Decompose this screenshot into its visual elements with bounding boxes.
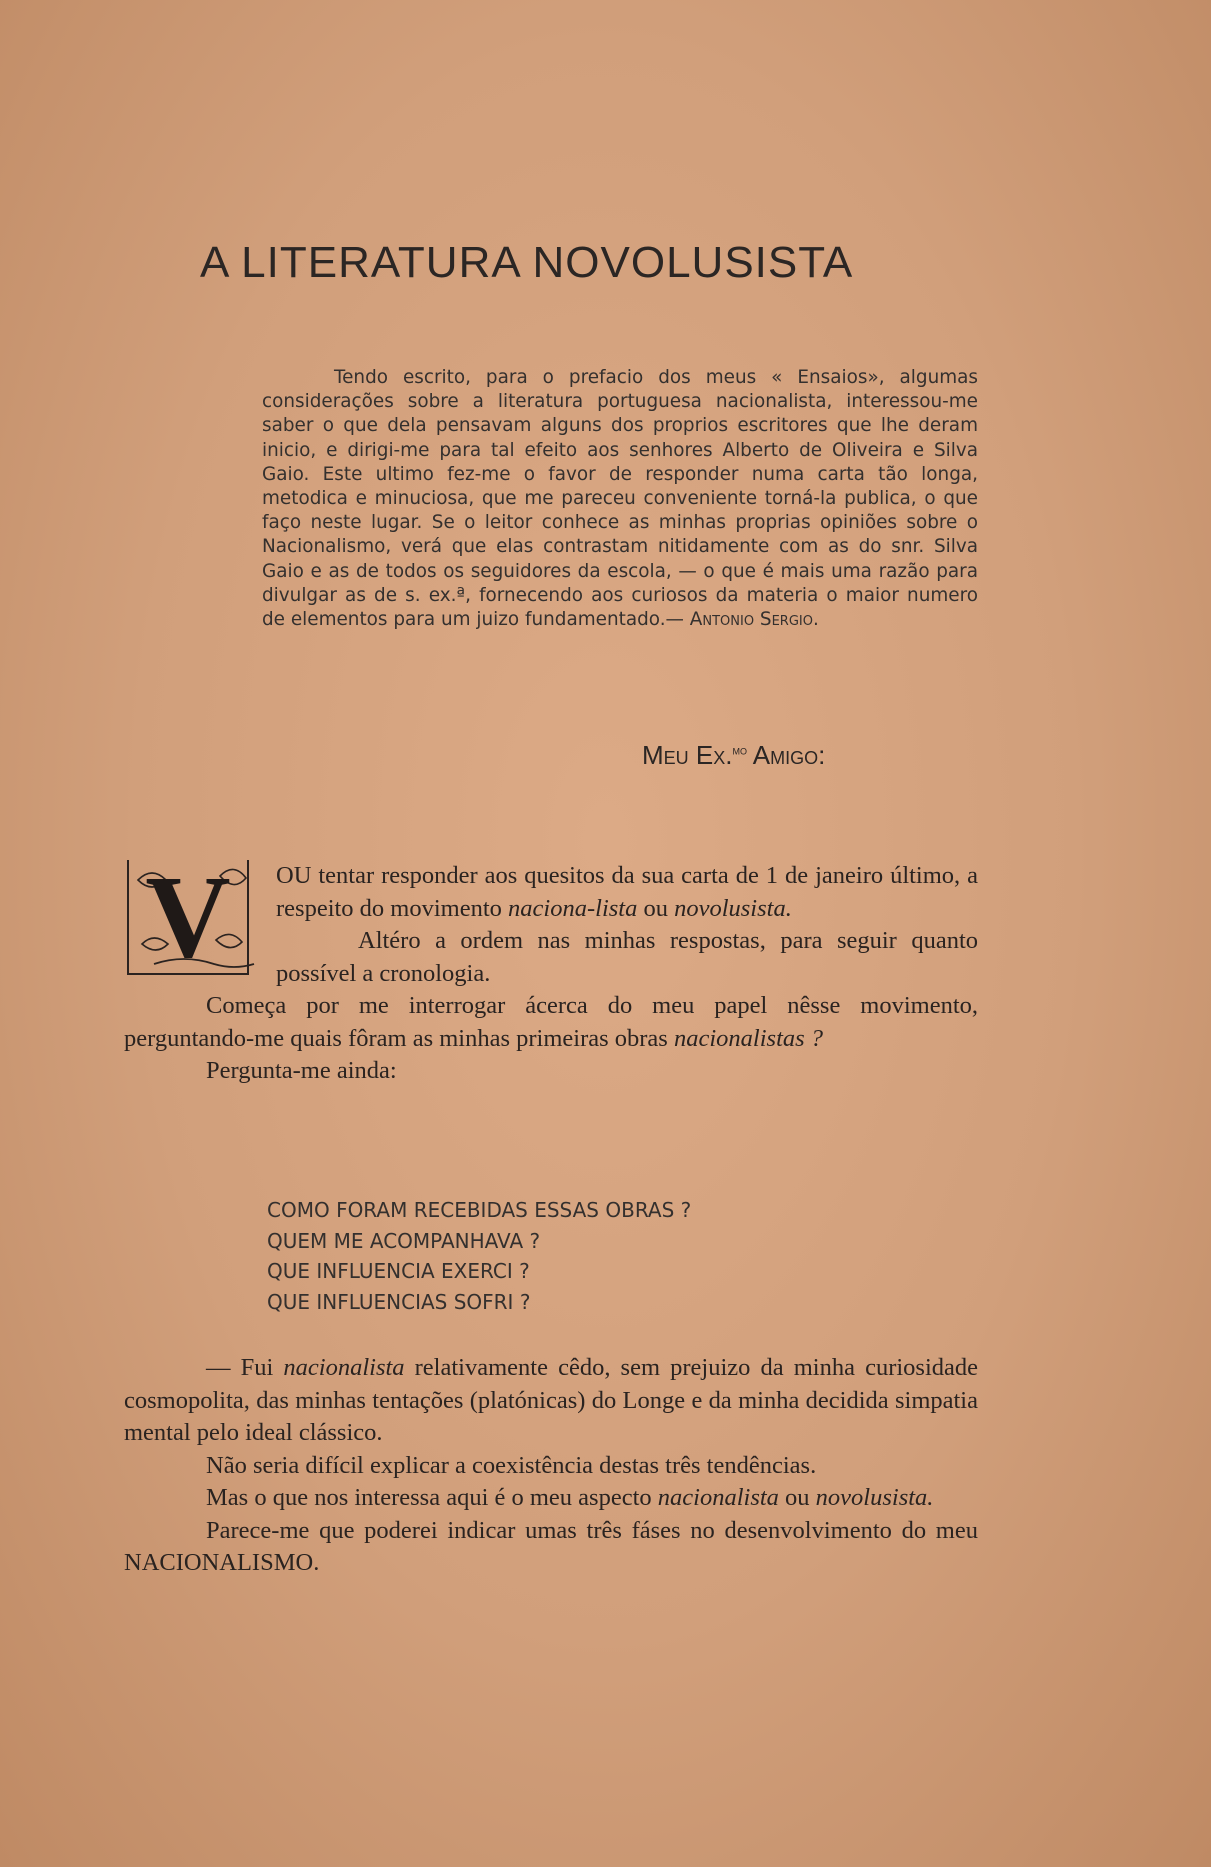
p7-mid: ou — [778, 1484, 816, 1511]
p5-lead: — Fui — [206, 1354, 284, 1381]
paragraph-5 — [124, 1352, 978, 1450]
p1-em1: naciona-lista — [508, 894, 638, 922]
page-title: A LITERATURA NOVOLUSISTA — [200, 238, 854, 287]
question-item: QUE INFLUENCIA EXERCI ? — [267, 1259, 530, 1283]
letter-salutation — [642, 740, 825, 771]
questions-list — [267, 1195, 691, 1317]
p7-em2: novolusista. — [815, 1484, 934, 1511]
intro-note — [262, 366, 978, 632]
first-paragraph-block — [124, 860, 978, 990]
paragraph-2: Altéro a ordem nas minhas respostas, para seguir quanto possível a cronologia. — [276, 927, 978, 987]
question-item: QUE INFLUENCIAS SOFRI ? — [267, 1289, 531, 1314]
salutation-text-a: Meu Ex. — [642, 740, 733, 770]
dropcap-ornament — [124, 860, 264, 980]
paragraph-8: Parece-me que poderei indicar umas três fáses no desenvolvimento do meu NACIONALISMO. — [124, 1516, 978, 1576]
intro-text: Tendo escrito, para o prefacio dos meus « Ensaios», algumas considerações sobre a literatura portuguesa nacionalista, interessou-me saber o que dela pensavam alguns dos proprios escritores que lhe deram inicio, e dirigi-me para tal efeito aos senhores Alberto de Oliveira e Silva Gaio. Este ultimo fez-me o favor de responder numa carta tão longa, metodica e minuciosa, que me pareceu conveniente torná-la publica, o que faço neste lugar. Se o leitor conhece as minhas proprias opiniões sobre o Nacionalismo, verá que elas contrastam nitidamente com as do snr. Silva Gaio e as de todos os seguidores da escola, — o que é mais uma razão para divulgar as de s. ex.ª, fornecendo aos curiosos da materia o maior numero de elementos para um juizo fundamentado.— — [262, 367, 978, 631]
paragraph-3 — [124, 990, 978, 1055]
p5-tail: relativamente cêdo, sem prejuizo da minha curiosidade cosmopolita, das minhas tentações (platónicas) do Longe e da minha decidida simpatia mental pelo ideal clássico. — [124, 1354, 979, 1446]
paragraph-4: Pergunta-me ainda: — [206, 1057, 397, 1084]
letter-body-top — [124, 860, 978, 1088]
p1-mid: ou — [637, 894, 675, 922]
intro-paragraph — [262, 366, 978, 632]
p7-lead: Mas o que nos interessa aqui é o meu aspecto — [206, 1484, 658, 1511]
p1-lead: OU tentar responder aos quesitos da sua carta de 1 de janeiro último, a respeito do movimento — [276, 862, 978, 922]
paragraph-6: Não seria difícil explicar a coexistência destas três tendências. — [206, 1451, 817, 1479]
question-item: COMO FORAM RECEBIDAS ESSAS OBRAS ? — [267, 1198, 692, 1222]
p3-em: nacionalistas ? — [673, 1024, 824, 1052]
salutation-sup: mo — [732, 742, 747, 758]
p3-lead: Começa por me interrogar ácerca do meu papel nêsse movimento, perguntando-me quais fôram as minhas primeiras obras — [124, 992, 978, 1052]
p5-em: nacionalista — [283, 1354, 405, 1381]
p7-em1: nacionalista — [657, 1484, 779, 1511]
question-item: QUEM ME ACOMPANHAVA ? — [267, 1228, 541, 1253]
p1-em2: novolusista. — [674, 894, 792, 922]
letter-body-bottom — [124, 1352, 978, 1580]
dropcap-letter: V — [145, 860, 231, 980]
intro-author: Antonio Sergio. — [689, 609, 819, 631]
salutation-text-b: Amigo: — [746, 740, 826, 770]
paragraph-7 — [124, 1482, 978, 1515]
